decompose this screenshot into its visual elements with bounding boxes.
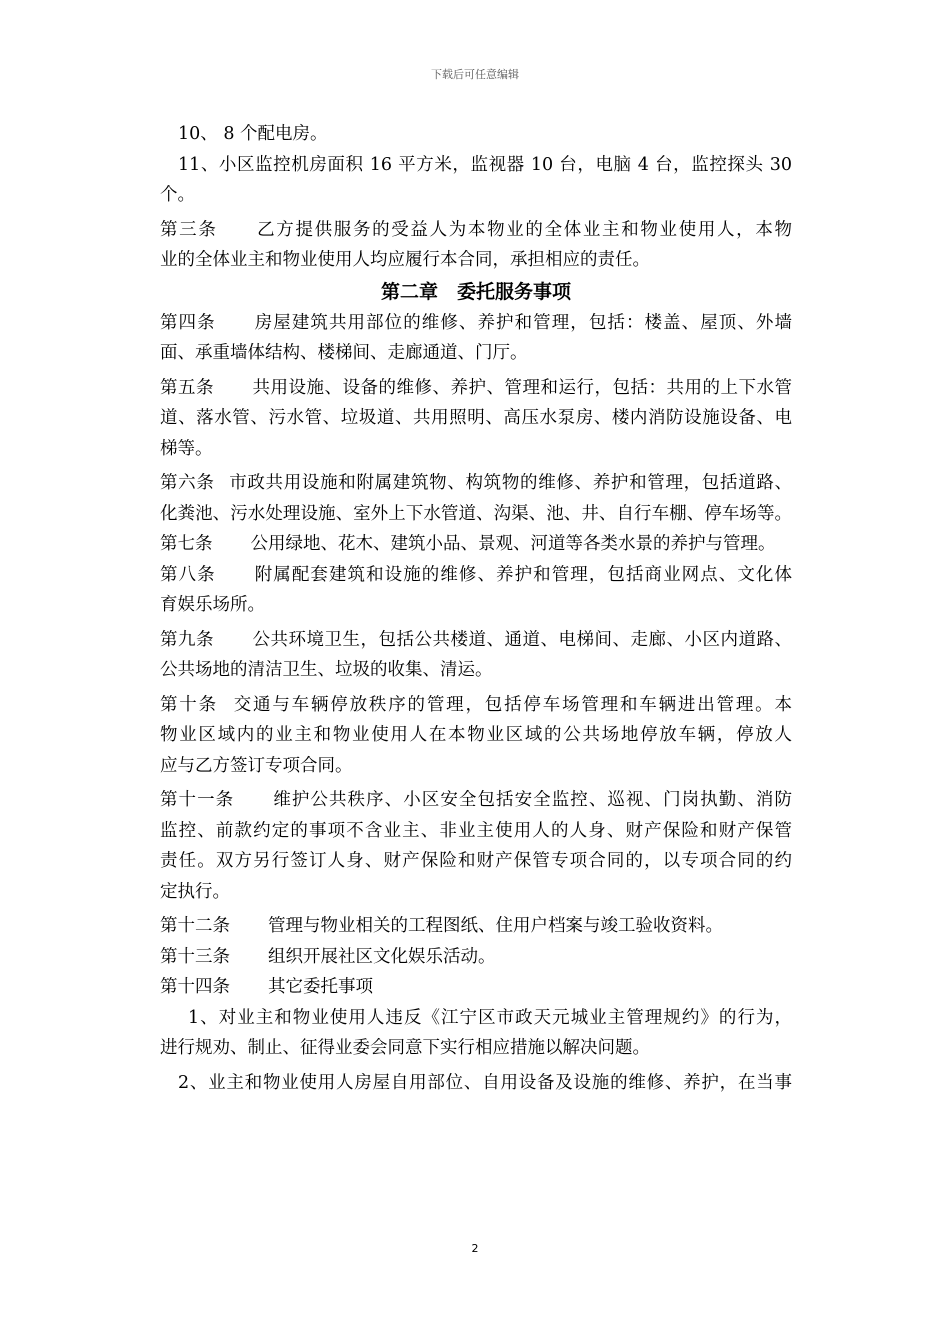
article-3-line-1 [160,215,792,246]
article-6-line-1 [160,468,792,499]
article-10-line-3: 应与乙方签订专项合同。 [160,755,353,776]
article-7-label: 第七条 [160,534,213,554]
article-14-text: 其它委托事项 [268,977,373,997]
article-5-line-1 [160,373,792,404]
article-7-line-1 [160,529,792,560]
article-4-line-2: 面、承重墙体结构、楼梯间、走廊通道、门厅。 [160,343,528,363]
article-12-text: 管理与物业相关的工程图纸、住用户档案与竣工验收资料。 [268,916,723,936]
article-11-line-4: 定执行。 [160,881,230,902]
document-body [160,119,792,1098]
article-14-line-1 [160,972,792,1003]
article-11-line-2: 监控、前款约定的事项不含业主、非业主使用人的人身、财产保险和财产保管 [160,820,792,841]
chapter-heading: 第二章 委托服务事项 [380,280,571,303]
article-7-text: 公用绿地、花木、建筑小品、景观、河道等各类水景的养护与管理。 [250,534,776,554]
article-9-text: 公共环境卫生，包括公共楼道、通道、电梯间、走廊、小区内道路、 [252,629,792,650]
article-8-line-2: 育娱乐场所。 [160,595,265,615]
article-13-text: 组织开展社区文化娱乐活动。 [268,946,496,967]
article-8-text: 附属配套建筑和设施的维修、养护和管理，包括商业网点、文化体 [253,564,792,585]
article-8-line-1 [160,560,792,591]
article-4-text: 房屋建筑共用部位的维修、养护和管理，包括：楼盖、屋顶、外墙 [253,312,792,333]
item-10: 10、 8 个配电房。 [178,124,328,144]
page-header: 下载后可任意编辑 [431,68,519,81]
article-13-label: 第十三条 [160,946,230,967]
article-11-text: 维护公共秩序、小区安全包括安全监控、巡视、门岗执勤、消防 [272,790,792,810]
article-14-label: 第十四条 [160,977,230,997]
article-4-line-1 [160,308,792,339]
page-number: 2 [471,1242,479,1255]
article-11-line-3: 责任。双方另行签订人身、财产保险和财产保管专项合同的，以专项合同的约 [160,851,792,871]
article-6-label: 第六条 [160,473,215,493]
item-11-line-1: 11、小区监控机房面积 16 平方米，监视器 10 台，电脑 4 台，监控探头 30 [178,154,792,175]
article-10-line-1 [160,690,792,721]
article-8-label: 第八条 [160,564,216,585]
article-5-text: 共用设施、设备的维修、养护、管理和运行，包括：共用的上下水管 [252,377,792,398]
article-9-line-1 [160,625,792,656]
article-13-line-1 [160,942,792,973]
article-10-line-2: 物业区域内的业主和物业使用人在本物业区域的公共场地停放车辆，停放人 [160,725,792,745]
article-9-line-2: 公共场地的清洁卫生、垃圾的收集、清运。 [160,660,493,680]
article-12-label: 第十二条 [160,916,230,936]
article-3-label: 第三条 [160,219,218,240]
article-10-label: 第十条 [160,694,218,715]
subitem-2-line-1: 2、业主和物业使用人房屋自用部位、自用设备及设施的维修、养护，在当事 [178,1072,792,1093]
item-11-line-2: 个。 [160,185,195,205]
article-5-line-2: 道、落水管、污水管、垃圾道、共用照明、高压水泵房、楼内消防设施设备、电 [160,408,792,428]
article-6-line-2: 化粪池、污水处理设施、室外上下水管道、沟渠、池、井、自行车棚、停车场等。 [160,503,792,524]
article-10-text: 交通与车辆停放秩序的管理，包括停车场管理和车辆进出管理。本 [231,694,792,715]
article-6-text: 市政共用设施和附属建筑物、构筑物的维修、养护和管理，包括道路、 [228,473,792,493]
subitem-1-line-1: 1、对业主和物业使用人违反《江宁区市政天元城业主管理规约》的行为， [188,1007,792,1028]
article-11-line-1 [160,785,792,816]
subitem-1-line-2: 进行规劝、制止、征得业委会同意下实行相应措施以解决问题。 [160,1038,650,1058]
article-5-label: 第五条 [160,377,214,398]
article-4-label: 第四条 [160,312,216,333]
article-3-line-2: 业的全体业主和物业使用人均应履行本合同，承担相应的责任。 [160,250,650,270]
article-5-line-3: 梯等。 [160,438,213,459]
article-3-text: 乙方提供服务的受益人为本物业的全体业主和物业使用人，本物 [255,219,792,240]
article-11-label: 第十一条 [160,790,235,810]
article-12-line-1 [160,911,792,942]
article-9-label: 第九条 [160,629,214,650]
